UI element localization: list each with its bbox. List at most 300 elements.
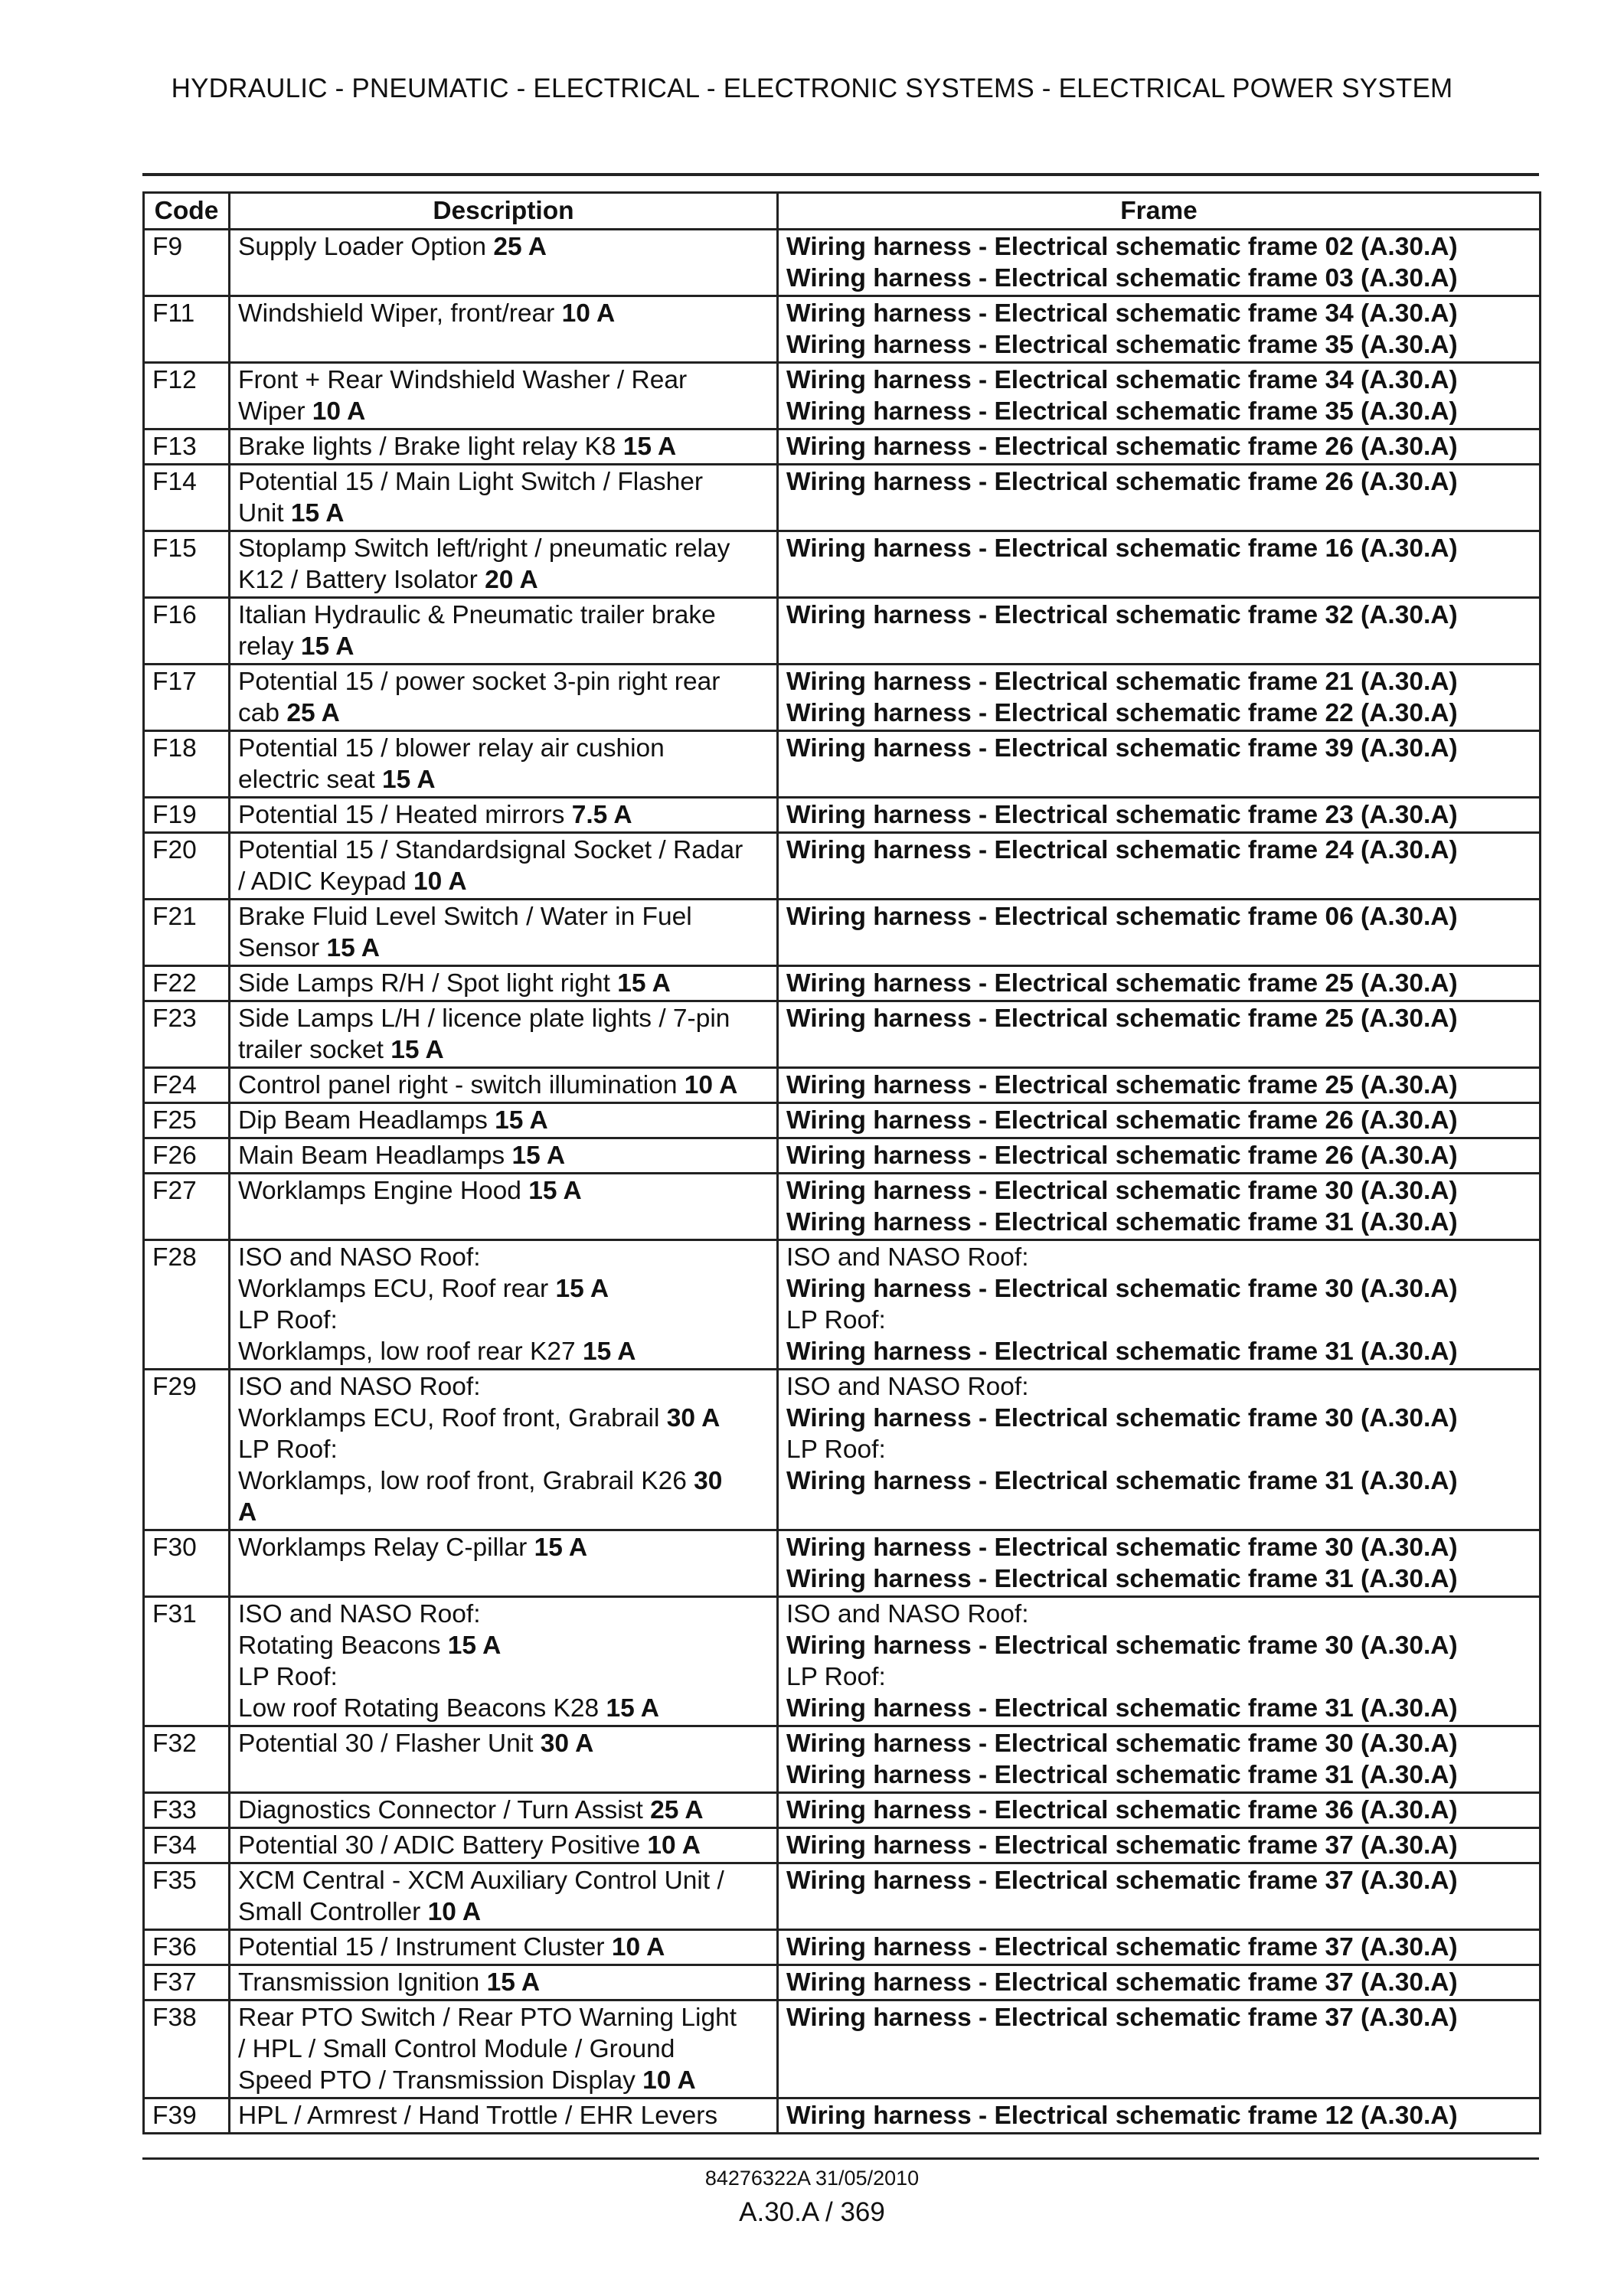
frame-reference-link: Wiring harness - Electrical schematic frame 03 (A.30.A) — [786, 264, 1458, 292]
fuse-code-cell: F31 — [144, 1597, 230, 1726]
frame-reference-link: Wiring harness - Electrical schematic frame 25 (A.30.A) — [786, 1071, 1458, 1099]
description-text: Potential 30 / ADIC Battery Positive — [238, 1831, 648, 1860]
description-text: Dip Beam Headlamps — [238, 1106, 495, 1135]
description-text: LP Roof: — [238, 1435, 338, 1464]
description-cell — [230, 429, 778, 465]
description-line — [238, 666, 769, 697]
fuse-code-cell: F36 — [144, 1930, 230, 1965]
description-line — [238, 1532, 769, 1563]
description-text: / HPL / Small Control Module / Ground — [238, 2035, 675, 2063]
description-line — [238, 1497, 769, 1528]
description-cell — [230, 2098, 778, 2134]
frame-cell — [778, 1001, 1541, 1068]
frame-reference-link: Wiring harness - Electrical schematic frame 24 (A.30.A) — [786, 836, 1458, 864]
description-cell — [230, 1726, 778, 1793]
frame-reference-link: Wiring harness - Electrical schematic frame 30 (A.30.A) — [786, 1631, 1458, 1660]
frame-reference-link: Wiring harness - Electrical schematic frame 12 (A.30.A) — [786, 2102, 1458, 2130]
roof-type-label: LP Roof: — [786, 1663, 886, 1691]
fuse-rating: 10 A — [684, 1071, 738, 1099]
description-line — [238, 968, 769, 999]
table-row — [144, 1793, 1541, 1828]
frame-reference-link: Wiring harness - Electrical schematic frame 37 (A.30.A) — [786, 1968, 1458, 1997]
description-text: Potential 15 / Instrument Cluster — [238, 1933, 612, 1961]
description-cell — [230, 966, 778, 1001]
table-row — [144, 465, 1541, 531]
frame-reference-link: Wiring harness - Electrical schematic frame 30 (A.30.A) — [786, 1177, 1458, 1205]
description-text: Side Lamps R/H / Spot light right — [238, 969, 618, 998]
description-cell — [230, 900, 778, 966]
description-line — [238, 1693, 769, 1724]
frame-cell — [778, 665, 1541, 731]
description-line — [238, 901, 769, 932]
description-line — [238, 1599, 769, 1630]
description-text: Transmission Ignition — [238, 1968, 487, 1997]
description-line — [238, 764, 769, 795]
description-cell — [230, 1068, 778, 1103]
description-text: Unit — [238, 499, 291, 527]
frame-reference-link: Wiring harness - Electrical schematic frame 37 (A.30.A) — [786, 1933, 1458, 1961]
description-text: Stoplamp Switch left/right / pneumatic relay — [238, 534, 730, 563]
fuse-rating: 15 A — [382, 766, 436, 794]
description-text: Potential 15 / blower relay air cushion — [238, 734, 665, 763]
description-line — [238, 932, 769, 964]
description-cell — [230, 1001, 778, 1068]
frame-reference-link: Wiring harness - Electrical schematic frame 26 (A.30.A) — [786, 468, 1458, 496]
fuse-code-cell: F11 — [144, 296, 230, 363]
footer-page-number: A.30.A / 369 — [739, 2197, 885, 2227]
fuse-code-cell: F39 — [144, 2098, 230, 2134]
frame-reference-link: Wiring harness - Electrical schematic frame 36 (A.30.A) — [786, 1796, 1458, 1824]
description-cell — [230, 363, 778, 429]
description-text: Side Lamps L/H / licence plate lights / 7-pin — [238, 1004, 730, 1033]
table-row — [144, 363, 1541, 429]
fuse-code-cell: F12 — [144, 363, 230, 429]
frame-reference-link: Wiring harness - Electrical schematic frame 25 (A.30.A) — [786, 1004, 1458, 1033]
table-row — [144, 1103, 1541, 1138]
description-cell — [230, 731, 778, 798]
frame-cell — [778, 798, 1541, 833]
table-row — [144, 2000, 1541, 2098]
table-row — [144, 429, 1541, 465]
description-text: Supply Loader Option — [238, 233, 494, 261]
roof-type-label: ISO and NASO Roof: — [786, 1373, 1029, 1401]
description-cell — [230, 1828, 778, 1863]
description-cell — [230, 230, 778, 296]
frame-reference-link: Wiring harness - Electrical schematic frame 37 (A.30.A) — [786, 2004, 1458, 2032]
description-line — [238, 1630, 769, 1661]
table-row — [144, 230, 1541, 296]
table-row — [144, 665, 1541, 731]
description-line — [238, 1830, 769, 1861]
description-text: Potential 30 / Flasher Unit — [238, 1729, 541, 1758]
description-line — [238, 2065, 769, 2096]
frame-reference-link: Wiring harness - Electrical schematic frame 34 (A.30.A) — [786, 299, 1458, 328]
frame-reference-link: Wiring harness - Electrical schematic frame 35 (A.30.A) — [786, 331, 1458, 359]
frame-cell — [778, 1240, 1541, 1370]
fuse-rating: 15 A — [495, 1106, 548, 1135]
description-line — [238, 396, 769, 427]
frame-cell — [778, 1863, 1541, 1930]
description-line — [238, 498, 769, 529]
description-line — [238, 1865, 769, 1896]
description-text: ISO and NASO Roof: — [238, 1373, 481, 1401]
table-row — [144, 1001, 1541, 1068]
fuse-rating: 15 A — [300, 632, 355, 661]
table-row — [144, 1597, 1541, 1726]
description-line — [238, 298, 769, 329]
description-cell — [230, 296, 778, 363]
fuse-rating: 10 A — [642, 2066, 696, 2095]
description-text: Windshield Wiper, front/rear — [238, 299, 562, 328]
frame-cell — [778, 598, 1541, 665]
frame-reference-link: Wiring harness - Electrical schematic frame 31 (A.30.A) — [786, 1761, 1458, 1789]
description-text: Small Controller — [238, 1898, 428, 1926]
description-line — [238, 466, 769, 498]
description-line — [238, 1105, 769, 1136]
description-cell — [230, 598, 778, 665]
frame-cell — [778, 1103, 1541, 1138]
frame-reference-link: Wiring harness - Electrical schematic frame 02 (A.30.A) — [786, 233, 1458, 261]
fuse-rating: 15 A — [447, 1631, 502, 1660]
description-line — [238, 1932, 769, 1963]
description-line — [238, 1034, 769, 1066]
fuse-rating: 10 A — [427, 1898, 482, 1926]
description-line — [238, 1140, 769, 1171]
frame-cell — [778, 363, 1541, 429]
fuse-rating: 15 A — [617, 969, 671, 998]
fuse-rating: 7.5 A — [571, 801, 632, 829]
description-text: Worklamps Engine Hood — [238, 1177, 529, 1205]
frame-cell — [778, 1530, 1541, 1597]
table-row — [144, 1965, 1541, 2000]
description-line — [238, 799, 769, 831]
frame-reference-link: Wiring harness - Electrical schematic frame 31 (A.30.A) — [786, 1467, 1458, 1495]
fuse-code-cell: F33 — [144, 1793, 230, 1828]
page-header-title: HYDRAULIC - PNEUMATIC - ELECTRICAL - ELECTRONIC SYSTEMS - ELECTRICAL POWER SYSTEM — [171, 73, 1453, 103]
fuse-rating: 15 A — [622, 433, 677, 461]
description-text: Brake Fluid Level Switch / Water in Fuel — [238, 903, 692, 931]
description-line — [238, 2033, 769, 2065]
fuse-code-cell: F9 — [144, 230, 230, 296]
description-text: Rear PTO Switch / Rear PTO Warning Light — [238, 2004, 737, 2032]
description-line — [238, 1896, 769, 1928]
frame-reference-link: Wiring harness - Electrical schematic frame 31 (A.30.A) — [786, 1694, 1458, 1723]
frame-reference-link: Wiring harness - Electrical schematic frame 30 (A.30.A) — [786, 1275, 1458, 1303]
frame-cell — [778, 465, 1541, 531]
table-row — [144, 1863, 1541, 1930]
description-text: K12 / Battery Isolator — [238, 566, 485, 594]
description-line — [238, 1273, 769, 1305]
description-line — [238, 1003, 769, 1034]
fuse-rating: 25 A — [286, 699, 340, 727]
table-row — [144, 2098, 1541, 2134]
fuse-code-cell: F35 — [144, 1863, 230, 1930]
description-cell — [230, 665, 778, 731]
table-row — [144, 598, 1541, 665]
frame-cell — [778, 1793, 1541, 1828]
description-cell — [230, 1240, 778, 1370]
fuse-code-cell: F27 — [144, 1174, 230, 1240]
fuse-code-cell: F23 — [144, 1001, 230, 1068]
description-text: Speed PTO / Transmission Display — [238, 2066, 643, 2095]
frame-reference-link: Wiring harness - Electrical schematic frame 37 (A.30.A) — [786, 1867, 1458, 1895]
fuse-rating: 15 A — [390, 1036, 444, 1064]
frame-reference-link: Wiring harness - Electrical schematic frame 30 (A.30.A) — [786, 1533, 1458, 1562]
roof-type-label: LP Roof: — [786, 1306, 886, 1334]
description-line — [238, 1175, 769, 1207]
frame-cell — [778, 1930, 1541, 1965]
fuse-rating: 15 A — [326, 934, 380, 962]
description-text: Low roof Rotating Beacons K28 — [238, 1694, 606, 1723]
table-row — [144, 1138, 1541, 1174]
frame-cell — [778, 2000, 1541, 2098]
description-text: Worklamps, low roof front, Grabrail K26 — [238, 1467, 694, 1495]
description-line — [238, 1967, 769, 1998]
description-cell — [230, 798, 778, 833]
frame-reference-link: Wiring harness - Electrical schematic frame 35 (A.30.A) — [786, 397, 1458, 426]
frame-reference-link: Wiring harness - Electrical schematic frame 34 (A.30.A) — [786, 366, 1458, 394]
fuse-code-cell: F19 — [144, 798, 230, 833]
description-text: Sensor — [238, 934, 327, 962]
table-row — [144, 1930, 1541, 1965]
description-text: trailer socket — [238, 1036, 391, 1064]
description-cell — [230, 1597, 778, 1726]
fuse-table — [142, 191, 1541, 2134]
frame-cell — [778, 1174, 1541, 1240]
description-line — [238, 1795, 769, 1826]
frame-reference-link: Wiring harness - Electrical schematic frame 22 (A.30.A) — [786, 699, 1458, 727]
fuse-code-cell: F38 — [144, 2000, 230, 2098]
table-header-row — [144, 193, 1541, 230]
roof-type-label: LP Roof: — [786, 1435, 886, 1464]
description-text: Worklamps, low roof rear K27 — [238, 1337, 583, 1366]
description-text: Front + Rear Windshield Washer / Rear — [238, 366, 688, 394]
frame-reference-link: Wiring harness - Electrical schematic frame 26 (A.30.A) — [786, 1141, 1458, 1170]
description-text: Potential 15 / power socket 3-pin right rear — [238, 668, 721, 696]
fuse-code-cell: F37 — [144, 1965, 230, 2000]
frame-cell — [778, 900, 1541, 966]
frame-cell — [778, 966, 1541, 1001]
column-header-code: Code — [144, 193, 230, 230]
frame-reference-link: Wiring harness - Electrical schematic frame 37 (A.30.A) — [786, 1831, 1458, 1860]
description-text: Italian Hydraulic & Pneumatic trailer brake — [238, 601, 716, 629]
table-row — [144, 1174, 1541, 1240]
frame-reference-link: Wiring harness - Electrical schematic frame 21 (A.30.A) — [786, 668, 1458, 696]
fuse-rating: 20 A — [485, 566, 538, 594]
frame-reference-link: Wiring harness - Electrical schematic frame 23 (A.30.A) — [786, 801, 1458, 829]
fuse-code-cell: F24 — [144, 1068, 230, 1103]
description-cell — [230, 1103, 778, 1138]
description-text: Wiper — [238, 397, 312, 426]
description-line — [238, 1403, 769, 1434]
fuse-rating: 10 A — [561, 299, 616, 328]
frame-reference-link: Wiring harness - Electrical schematic frame 26 (A.30.A) — [786, 1106, 1458, 1135]
table-row — [144, 1530, 1541, 1597]
description-line — [238, 1070, 769, 1101]
description-text: XCM Central - XCM Auxiliary Control Unit / — [238, 1867, 724, 1895]
description-cell — [230, 1530, 778, 1597]
fuse-code-cell: F15 — [144, 531, 230, 598]
description-line — [238, 431, 769, 462]
frame-reference-link: Wiring harness - Electrical schematic frame 31 (A.30.A) — [786, 1208, 1458, 1236]
description-line — [238, 533, 769, 564]
frame-cell — [778, 1370, 1541, 1530]
fuse-code-cell: F20 — [144, 833, 230, 900]
frame-cell — [778, 1597, 1541, 1726]
description-text: LP Roof: — [238, 1663, 338, 1691]
description-cell — [230, 1965, 778, 2000]
frame-cell — [778, 2098, 1541, 2134]
roof-type-label: ISO and NASO Roof: — [786, 1600, 1029, 1628]
table-row — [144, 1068, 1541, 1103]
frame-reference-link: Wiring harness - Electrical schematic frame 31 (A.30.A) — [786, 1565, 1458, 1593]
table-row — [144, 731, 1541, 798]
frame-cell — [778, 296, 1541, 363]
description-cell — [230, 465, 778, 531]
description-cell — [230, 1793, 778, 1828]
fuse-code-cell: F25 — [144, 1103, 230, 1138]
fuse-code-cell: F18 — [144, 731, 230, 798]
description-cell — [230, 1370, 778, 1530]
fuse-code-cell: F22 — [144, 966, 230, 1001]
description-text: Brake lights / Brake light relay K8 — [238, 433, 623, 461]
frame-cell — [778, 1828, 1541, 1863]
table-row — [144, 966, 1541, 1001]
table-row — [144, 296, 1541, 363]
description-text: Control panel right - switch illumination — [238, 1071, 685, 1099]
description-text: Worklamps ECU, Roof front, Grabrail — [238, 1404, 667, 1432]
description-line — [238, 1242, 769, 1273]
table-row — [144, 1726, 1541, 1793]
description-cell — [230, 1174, 778, 1240]
table-row — [144, 798, 1541, 833]
frame-cell — [778, 429, 1541, 465]
description-text: / ADIC Keypad — [238, 867, 414, 896]
frame-reference-link: Wiring harness - Electrical schematic frame 39 (A.30.A) — [786, 734, 1458, 763]
fuse-rating: 30 — [694, 1467, 723, 1495]
frame-cell — [778, 1726, 1541, 1793]
table-row — [144, 1240, 1541, 1370]
fuse-rating: 15 A — [486, 1968, 541, 1997]
fuse-rating: 30 A — [666, 1404, 721, 1432]
description-text: LP Roof: — [238, 1306, 338, 1334]
fuse-rating: 10 A — [312, 397, 366, 426]
description-line — [238, 631, 769, 662]
frame-cell — [778, 731, 1541, 798]
description-text: Potential 15 / Standardsignal Socket / Radar — [238, 836, 743, 864]
description-text: electric seat — [238, 766, 383, 794]
description-line — [238, 1371, 769, 1403]
description-line — [238, 1305, 769, 1336]
description-cell — [230, 2000, 778, 2098]
table-body — [144, 230, 1541, 2134]
frame-reference-link: Wiring harness - Electrical schematic frame 32 (A.30.A) — [786, 601, 1458, 629]
fuse-rating: 15 A — [511, 1141, 566, 1170]
fuse-rating: 15 A — [290, 499, 345, 527]
fuse-rating: 15 A — [555, 1275, 609, 1303]
frame-reference-link: Wiring harness - Electrical schematic frame 31 (A.30.A) — [786, 1337, 1458, 1366]
fuse-rating: 15 A — [528, 1177, 582, 1205]
frame-cell — [778, 1138, 1541, 1174]
description-line — [238, 1336, 769, 1367]
description-cell — [230, 1930, 778, 1965]
table-row — [144, 833, 1541, 900]
frame-reference-link: Wiring harness - Electrical schematic frame 16 (A.30.A) — [786, 534, 1458, 563]
description-line — [238, 1434, 769, 1465]
footer-divider — [142, 2157, 1539, 2160]
frame-cell — [778, 1965, 1541, 2000]
fuse-rating: 25 A — [493, 233, 547, 261]
fuse-rating: 15 A — [534, 1533, 588, 1562]
fuse-rating: 10 A — [647, 1831, 701, 1860]
table-row — [144, 1370, 1541, 1530]
description-line — [238, 866, 769, 897]
description-text: Potential 15 / Main Light Switch / Flasher — [238, 468, 704, 496]
description-text: Potential 15 / Heated mirrors — [238, 801, 572, 829]
description-line — [238, 2100, 769, 2131]
frame-reference-link: Wiring harness - Electrical schematic frame 26 (A.30.A) — [786, 433, 1458, 461]
description-line — [238, 733, 769, 764]
description-line — [238, 1661, 769, 1693]
fuse-code-cell: F34 — [144, 1828, 230, 1863]
description-cell — [230, 1863, 778, 1930]
fuse-code-cell: F28 — [144, 1240, 230, 1370]
description-line — [238, 1465, 769, 1497]
description-text: Worklamps ECU, Roof rear — [238, 1275, 556, 1303]
fuse-rating: 10 A — [413, 867, 467, 896]
frame-cell — [778, 1068, 1541, 1103]
description-line — [238, 834, 769, 866]
description-cell — [230, 1138, 778, 1174]
fuse-rating: 25 A — [650, 1796, 704, 1824]
description-line — [238, 697, 769, 729]
fuse-code-cell: F21 — [144, 900, 230, 966]
fuse-code-cell: F32 — [144, 1726, 230, 1793]
description-text: ISO and NASO Roof: — [238, 1600, 481, 1628]
fuse-rating: A — [238, 1498, 257, 1527]
fuse-code-cell: F16 — [144, 598, 230, 665]
frame-reference-link: Wiring harness - Electrical schematic frame 06 (A.30.A) — [786, 903, 1458, 931]
table-row — [144, 900, 1541, 966]
description-line — [238, 2002, 769, 2033]
description-line — [238, 599, 769, 631]
frame-cell — [778, 833, 1541, 900]
fuse-rating: 15 A — [606, 1694, 659, 1723]
frame-cell — [778, 230, 1541, 296]
column-header-frame: Frame — [778, 193, 1541, 230]
frame-reference-link: Wiring harness - Electrical schematic frame 30 (A.30.A) — [786, 1404, 1458, 1432]
description-line — [238, 231, 769, 263]
table-row — [144, 1828, 1541, 1863]
frame-reference-link: Wiring harness - Electrical schematic frame 30 (A.30.A) — [786, 1729, 1458, 1758]
table-row — [144, 531, 1541, 598]
description-text: HPL / Armrest / Hand Trottle / EHR Levers — [238, 2102, 718, 2130]
description-text: Diagnostics Connector / Turn Assist — [238, 1796, 651, 1824]
fuse-code-cell: F14 — [144, 465, 230, 531]
description-text: Main Beam Headlamps — [238, 1141, 512, 1170]
fuse-code-cell: F26 — [144, 1138, 230, 1174]
description-line — [238, 1728, 769, 1759]
roof-type-label: ISO and NASO Roof: — [786, 1243, 1029, 1272]
fuse-code-cell: F29 — [144, 1370, 230, 1530]
fuse-code-cell: F13 — [144, 429, 230, 465]
footer-doc-reference: 84276322A 31/05/2010 — [704, 2167, 920, 2190]
fuse-code-cell: F30 — [144, 1530, 230, 1597]
fuse-rating: 15 A — [582, 1337, 636, 1366]
description-line — [238, 564, 769, 596]
fuse-rating: 30 A — [540, 1729, 594, 1758]
description-text: Rotating Beacons — [238, 1631, 448, 1660]
